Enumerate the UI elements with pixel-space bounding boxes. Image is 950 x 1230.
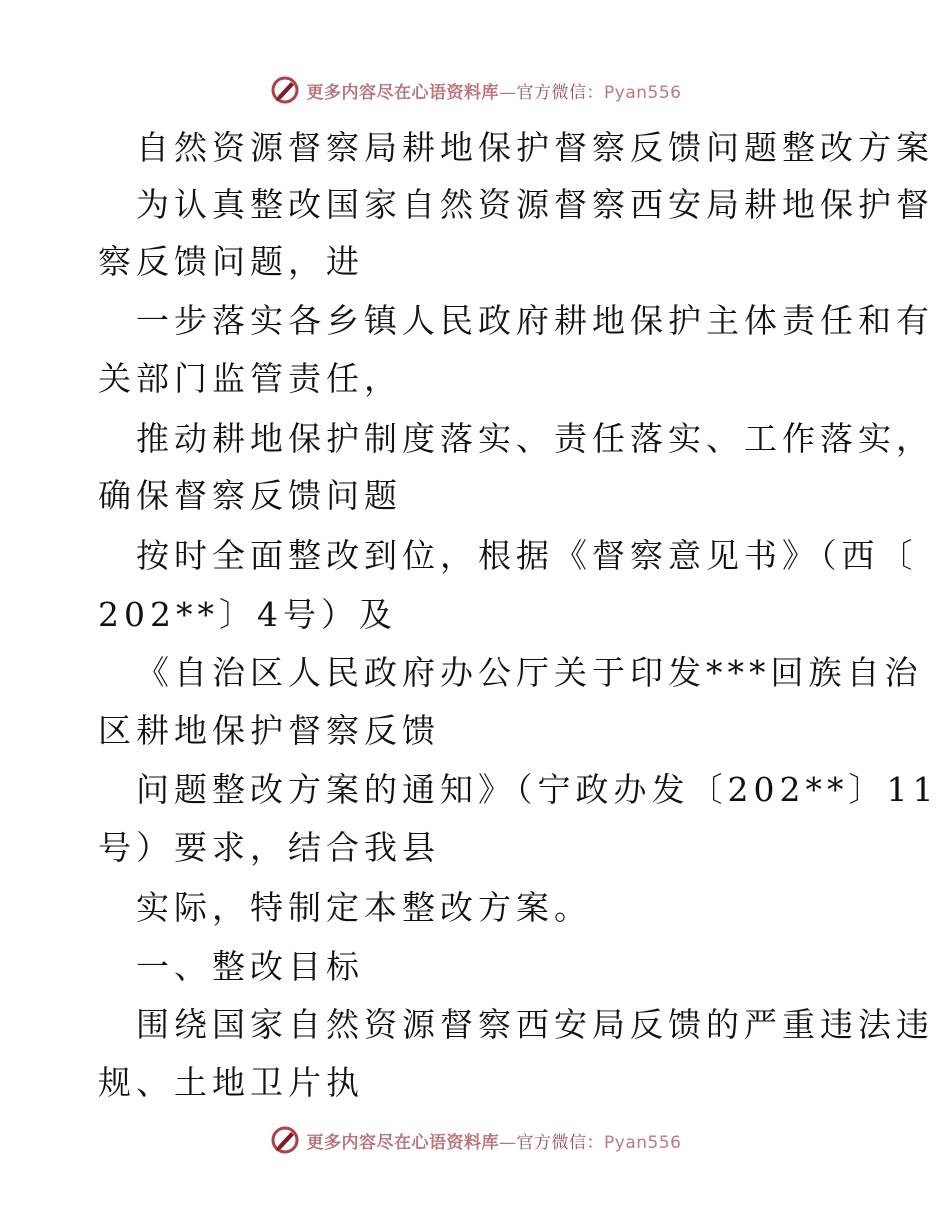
watermark-brand: 更多内容尽在心语资料库 — [306, 82, 500, 103]
paragraph-line: 为认真整改国家自然资源督察西安局耕地保护督 — [136, 185, 934, 224]
watermark-suffix: 官方微信： — [516, 82, 605, 103]
paragraph-line: 围绕国家自然资源督察西安局反馈的严重违法违 — [136, 1005, 934, 1044]
watermark-dash: — — [499, 1132, 517, 1153]
section-heading: 一、整改目标 — [136, 947, 364, 986]
footer-watermark — [0, 1122, 950, 1158]
paragraph-line: 关部门监管责任， — [98, 359, 402, 398]
brand-logo-icon — [269, 74, 301, 106]
paragraph-line: 按时全面整改到位，根据《督察意见书》（西〔 — [136, 536, 918, 575]
paragraph-line: 实际，特制定本整改方案。 — [136, 888, 592, 927]
watermark-text — [307, 1128, 682, 1153]
watermark-text — [307, 78, 682, 103]
watermark-wechat-id: Pyan556 — [604, 1132, 682, 1153]
paragraph-line: 推动耕地保护制度落实、责任落实、工作落实， — [136, 419, 934, 458]
paragraph-line: 规、土地卫片执 — [98, 1063, 364, 1102]
paragraph-line: 问题整改方案的通知》（宁政办发〔202**〕11 — [136, 770, 939, 809]
watermark-suffix: 官方微信： — [516, 1132, 605, 1153]
paragraph-line: 察反馈问题，进 — [98, 242, 364, 281]
paragraph-line: 202**〕4号）及 — [98, 595, 397, 634]
watermark-dash: — — [499, 82, 517, 103]
brand-logo-icon — [269, 1124, 301, 1156]
paragraph-line: 确保督察反馈问题 — [98, 476, 402, 515]
document-title: 自然资源督察局耕地保护督察反馈问题整改方案 — [136, 128, 934, 167]
paragraph-line: 号）要求，结合我县 — [98, 828, 440, 867]
paragraph-line: 《自治区人民政府办公厅关于印发***回族自治 — [136, 653, 923, 692]
paragraph-line: 一步落实各乡镇人民政府耕地保护主体责任和有 — [136, 301, 934, 340]
paragraph-line: 区耕地保护督察反馈 — [98, 711, 440, 750]
watermark-brand: 更多内容尽在心语资料库 — [306, 1132, 500, 1153]
watermark-wechat-id: Pyan556 — [604, 82, 682, 103]
header-watermark — [0, 72, 950, 108]
